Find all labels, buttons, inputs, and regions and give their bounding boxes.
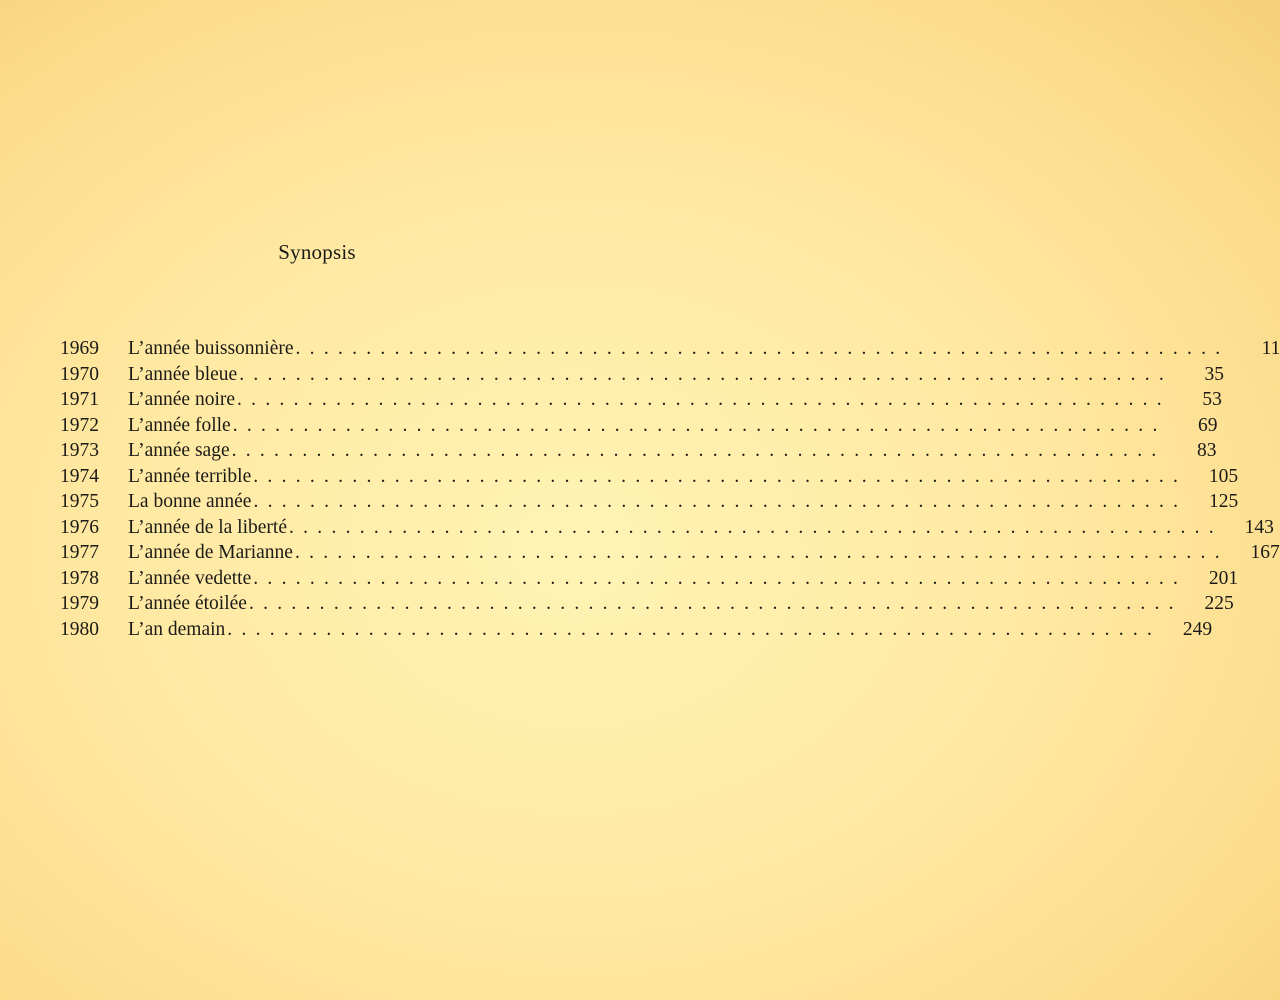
entry-chapter — [128, 540, 1222, 566]
entry-title: L’année de Marianne — [128, 542, 293, 563]
entry-title: L’année folle — [128, 414, 231, 436]
entry-year: 1975 — [60, 491, 99, 512]
entry-title: L’année de la liberté — [128, 516, 287, 538]
toc-entry — [60, 617, 1213, 643]
toc-entry — [60, 413, 1218, 439]
dot-leader: . . . . . . . . . . . . . . . . . . . . . . . . . . . . . . . . . . . . . . . . . . . . . . . . . . . . . . . . . . . . . . . . . . — [227, 618, 1155, 640]
toc-entry — [60, 438, 1217, 464]
dot-leader: . . . . . . . . . . . . . . . . . . . . . . . . . . . . . . . . . . . . . . . . . . . . . . . . . . . . . . . . . . . . . . . . . . — [232, 414, 1160, 436]
entry-year: 1979 — [60, 593, 99, 614]
toc-entry — [60, 489, 1239, 515]
entry-chapter — [128, 617, 1154, 643]
entry-year: 1970 — [60, 363, 99, 385]
entry-title: La bonne année — [128, 491, 252, 512]
entry-year: 1969 — [60, 338, 99, 359]
toc-entry — [60, 464, 1239, 490]
entry-year: 1978 — [60, 567, 99, 589]
entry-chapter — [128, 336, 1222, 362]
entry-year: 1980 — [60, 618, 99, 640]
entry-page-number: 249 — [1182, 618, 1213, 640]
entry-page-number: 69 — [1198, 414, 1218, 436]
dot-leader: . . . . . . . . . . . . . . . . . . . . . . . . . . . . . . . . . . . . . . . . . . . . . . . . . . . . . . . . . . . . . . . . . . — [253, 491, 1181, 512]
entry-chapter — [128, 413, 1160, 439]
entry-year: 1973 — [60, 440, 99, 461]
toc-entry — [60, 362, 1225, 388]
entry-page-number: 143 — [1244, 516, 1274, 538]
entry-page-number: 83 — [1196, 440, 1217, 461]
dot-leader: . . . . . . . . . . . . . . . . . . . . . . . . . . . . . . . . . . . . . . . . . . . . . . . . . . . . . . . . . . . . . . . . . . — [294, 542, 1222, 563]
entry-chapter — [128, 489, 1180, 515]
entry-year: 1974 — [60, 465, 99, 487]
entry-title: L’année bleue — [128, 363, 238, 385]
entry-chapter — [128, 362, 1166, 388]
entry-title: L’année buissonnière — [128, 338, 294, 359]
entry-chapter — [128, 387, 1164, 413]
entry-chapter — [128, 464, 1180, 490]
entry-page-number: 225 — [1204, 593, 1234, 614]
toc-entry — [60, 515, 1274, 541]
entry-title: L’année vedette — [128, 567, 252, 589]
entry-page-number: 201 — [1208, 567, 1239, 589]
entry-title: L’année terrible — [128, 465, 252, 487]
toc-entry — [60, 566, 1239, 592]
entry-chapter — [128, 591, 1176, 617]
entry-title: L’année sage — [128, 440, 230, 461]
dot-leader: . . . . . . . . . . . . . . . . . . . . . . . . . . . . . . . . . . . . . . . . . . . . . . . . . . . . . . . . . . . . . . . . . . — [253, 567, 1181, 589]
dot-leader: . . . . . . . . . . . . . . . . . . . . . . . . . . . . . . . . . . . . . . . . . . . . . . . . . . . . . . . . . . . . . . . . . . — [237, 389, 1164, 410]
entry-year: 1976 — [60, 516, 99, 538]
entry-year: 1971 — [60, 389, 99, 410]
entry-chapter — [128, 515, 1216, 541]
entry-page-number: 105 — [1208, 465, 1239, 487]
dot-leader: . . . . . . . . . . . . . . . . . . . . . . . . . . . . . . . . . . . . . . . . . . . . . . . . . . . . . . . . . . . . . . . . . . — [253, 465, 1181, 487]
dot-leader: . . . . . . . . . . . . . . . . . . . . . . . . . . . . . . . . . . . . . . . . . . . . . . . . . . . . . . . . . . . . . . . . . . — [295, 338, 1223, 359]
toc-entry — [60, 336, 1280, 362]
entry-chapter — [128, 566, 1180, 592]
entry-year: 1977 — [60, 542, 99, 563]
entry-page-number: 125 — [1209, 491, 1239, 512]
entry-year: 1972 — [60, 414, 99, 436]
toc-entry — [60, 387, 1222, 413]
entry-title: L’année noire — [128, 389, 236, 410]
entry-chapter — [128, 438, 1158, 464]
table-of-contents — [60, 336, 1280, 642]
dot-leader: . . . . . . . . . . . . . . . . . . . . . . . . . . . . . . . . . . . . . . . . . . . . . . . . . . . . . . . . . . . . . . . . . . — [239, 363, 1167, 385]
dot-leader: . . . . . . . . . . . . . . . . . . . . . . . . . . . . . . . . . . . . . . . . . . . . . . . . . . . . . . . . . . . . . . . . . . — [231, 440, 1159, 461]
toc-entry — [60, 540, 1280, 566]
entry-title: L’an demain — [128, 618, 226, 640]
entry-page-number: 11 — [1261, 338, 1280, 359]
dot-leader: . . . . . . . . . . . . . . . . . . . . . . . . . . . . . . . . . . . . . . . . . . . . . . . . . . . . . . . . . . . . . . . . . . — [248, 593, 1176, 614]
entry-page-number: 35 — [1204, 363, 1225, 385]
entry-page-number: 167 — [1250, 542, 1280, 563]
entry-title: L’année étoilée — [128, 593, 247, 614]
toc-entry — [60, 591, 1234, 617]
page-title: Synopsis — [278, 240, 356, 264]
dot-leader: . . . . . . . . . . . . . . . . . . . . . . . . . . . . . . . . . . . . . . . . . . . . . . . . . . . . . . . . . . . . . . . . . . — [289, 516, 1216, 538]
entry-page-number: 53 — [1202, 389, 1222, 410]
